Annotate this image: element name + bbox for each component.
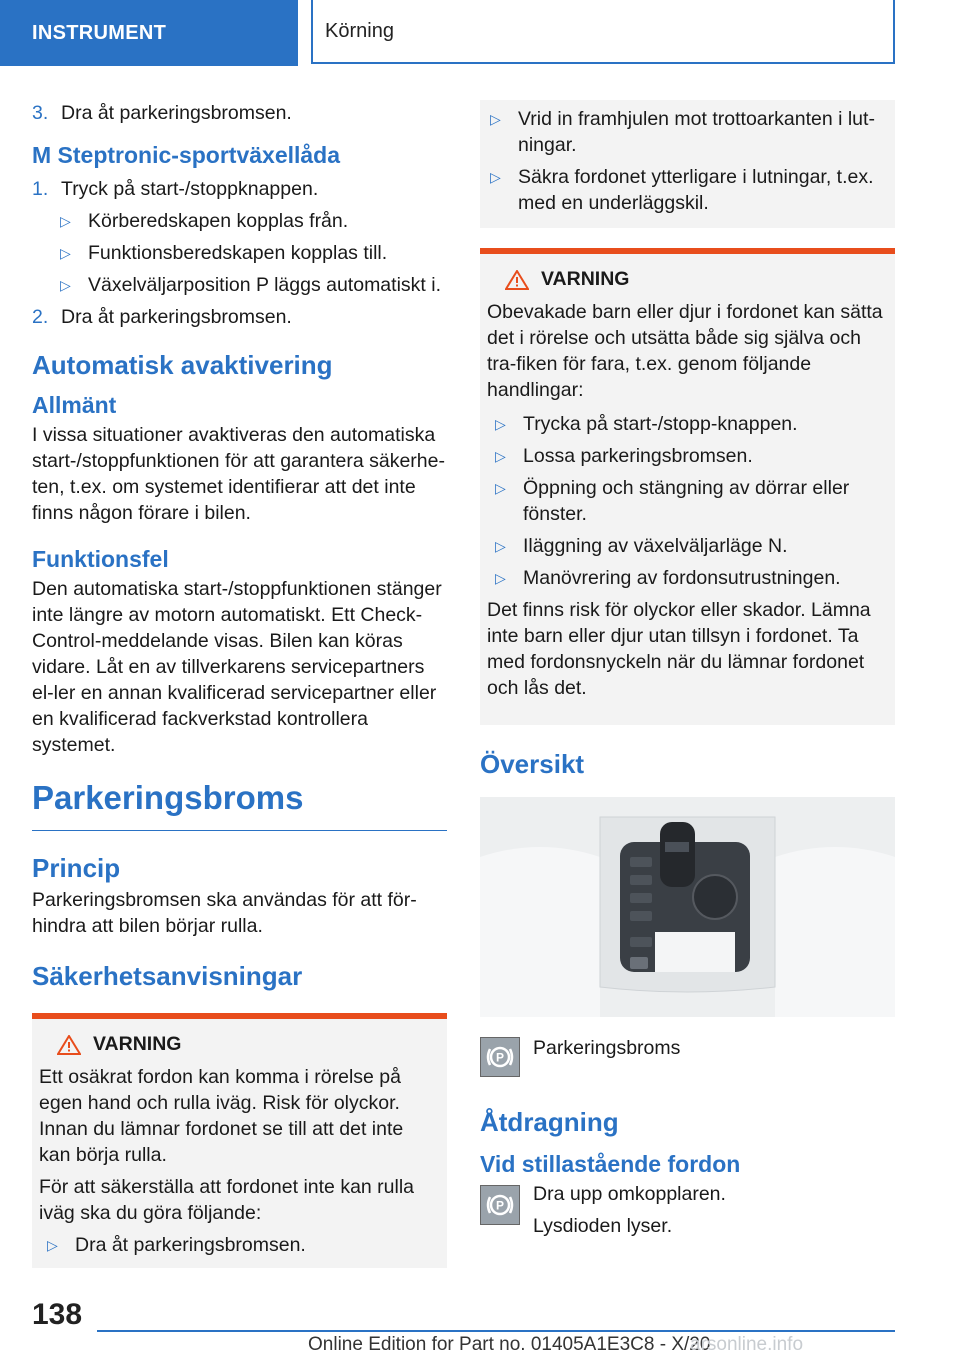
bullet-item: ▷ Funktionsberedskapen kopplas till. (60, 242, 388, 264)
warning-box (480, 248, 895, 725)
svg-text:P: P (495, 1198, 505, 1213)
paragraph-princip: Parkeringsbromsen ska användas för att för-hindra att bilen börjar rulla. (32, 889, 417, 937)
bullet-item: ▷ Växelväljarposition P läggs automatiskt i. (60, 274, 441, 296)
chapter-title: Körning (311, 0, 895, 64)
svg-text:P: P (495, 1050, 505, 1065)
triangle-bullet-icon: ▷ (490, 111, 501, 127)
parking-brake-icon (480, 1037, 520, 1077)
triangle-bullet-icon: ▷ (490, 169, 501, 185)
heading-stillastaende: Vid stillastående fordon (480, 1151, 741, 1177)
heading-princip: Princip (32, 853, 121, 883)
warning-text: Det finns risk för olyckor eller skador. Lämna inte barn eller djur utan tillsyn i fordonet. Ta med fordonsnyckeln när du lämnar fordonet och lås det. (487, 599, 871, 699)
bullet-item: ▷ Vrid in framhjulen mot trottoarkanten i lut-ningar. (490, 108, 875, 156)
heading-funktionsfel: Funktionsfel (32, 546, 169, 572)
warning-triangle-icon (57, 1035, 81, 1055)
warning-triangle-icon (505, 270, 529, 290)
triangle-bullet-icon: ▷ (495, 448, 506, 464)
triangle-bullet-icon: ▷ (495, 570, 506, 586)
bullet-item: ▷ Trycka på start-/stopp-knappen. (495, 413, 798, 435)
page-number: 138 (32, 1298, 83, 1331)
paragraph-funktionsfel: Den automatiska start-/stoppfunktionen stänger inte längre av motorn automatiskt. Ett Check-Control-meddelande visas. Bilen kan köras vidare. Låt en av tillverkarens servicepartners el-ler en annan kvalificerad servicepartner eller en kvalificerad fackverkstad kontrollera systemet. (32, 578, 442, 756)
icon-caption-row (480, 1037, 895, 1077)
bullet-item: ▷ Manövrering av fordonsutrustningen. (495, 567, 841, 589)
bullet-item: ▷ Körberedskapen kopplas från. (60, 210, 349, 232)
warning-title: VARNING (505, 268, 887, 291)
section-tab: INSTRUMENT (0, 0, 298, 66)
icon-caption: Parkeringsbroms (533, 1037, 681, 1059)
heading-atdragning: Åtdragning (480, 1107, 619, 1137)
warning-title: VARNING (57, 1033, 439, 1056)
instruction-lines: Dra upp omkopplaren. Lysdioden lyser. (533, 1183, 726, 1237)
triangle-bullet-icon: ▷ (495, 416, 506, 432)
warning-text: För att säkerställa att fordonet inte kan rulla iväg ska du göra följande: (39, 1176, 415, 1224)
icon-caption-row (480, 1185, 895, 1239)
heading-parkeringsbroms: Parkeringsbroms (32, 776, 447, 831)
triangle-bullet-icon: ▷ (495, 538, 506, 554)
list-item: 2. Dra åt parkeringsbromsen. (32, 306, 292, 328)
footer-divider (97, 1330, 895, 1332)
heading-allmant: Allmänt (32, 392, 117, 418)
triangle-bullet-icon: ▷ (60, 245, 71, 261)
list-item: 3. Dra åt parkeringsbromsen. (32, 102, 292, 124)
center-console-image (480, 797, 895, 1017)
triangle-bullet-icon: ▷ (47, 1237, 58, 1253)
bullet-item: ▷ Öppning och stängning av dörrar eller fönster. (495, 477, 850, 525)
bullet-item: ▷ Iläggning av växelväljarläge N. (495, 535, 788, 557)
watermark-text: arsonline.info (690, 1334, 804, 1355)
warning-text: Ett osäkrat fordon kan komma i rörelse på egen hand och rulla iväg. Risk för olyckor. Innan du lämnar fordonet se till att det inte kan börja rulla. (39, 1066, 404, 1166)
left-column (32, 100, 447, 1268)
heading-sakerhet: Säkerhetsanvisningar (32, 961, 303, 991)
heading-steptronic: M Steptronic-sportväxellåda (32, 142, 341, 168)
triangle-bullet-icon: ▷ (60, 277, 71, 293)
parking-brake-icon (480, 1185, 520, 1225)
bullet-item: ▷ Lossa parkeringsbromsen. (495, 445, 753, 467)
continued-warning (480, 100, 895, 228)
bullet-item: ▷ Säkra fordonet ytterligare i lutningar, t.ex. med en underläggskil. (490, 166, 874, 214)
triangle-bullet-icon: ▷ (60, 213, 71, 229)
console-illustration (480, 797, 895, 1017)
list-item: 1. Tryck på start-/stoppknappen. (32, 178, 319, 200)
triangle-bullet-icon: ▷ (495, 480, 506, 496)
heading-auto: Automatisk avaktivering (32, 350, 333, 380)
right-column (480, 100, 895, 1239)
warning-text: Obevakade barn eller djur i fordonet kan sätta det i rörelse och utsätta både sig själva och tra-fiken för fara, t.ex. genom följande handlingar: (487, 301, 883, 401)
edition-text: Online Edition for Part no. 01405A1E3C8 - X/20 (308, 1334, 711, 1355)
heading-oversikt: Översikt (480, 749, 585, 779)
warning-box (32, 1013, 447, 1268)
paragraph-allmant: I vissa situationer avaktiveras den automatiska start-/stoppfunktionen för att garantera säkerhe-ten, t.ex. om systemet identifierar att det inte finns någon förare i bilen. (32, 424, 445, 524)
bullet-item: ▷ Dra åt parkeringsbromsen. (47, 1234, 306, 1256)
